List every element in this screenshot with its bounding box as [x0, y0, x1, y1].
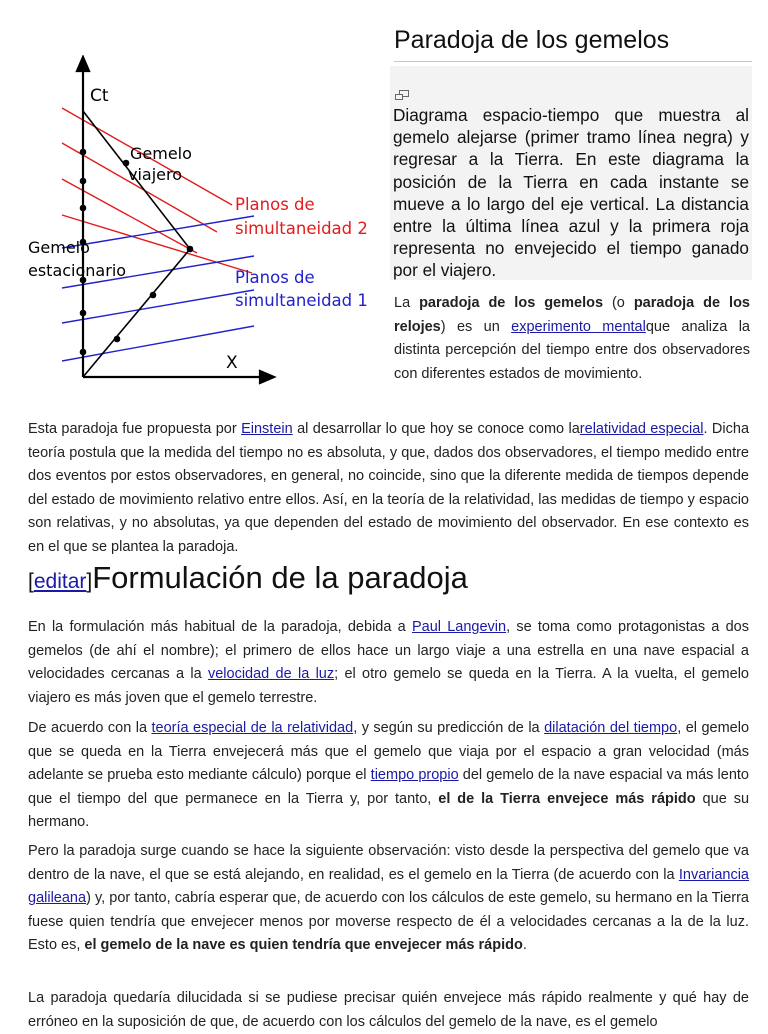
blue-line-3 [62, 290, 254, 323]
edit-section [28, 570, 92, 593]
text-run: del gemelo de la nave espacial va más lento que el tiempo del que permanece en la Tierra y, por tanto, [28, 767, 749, 807]
paragraph-paradoja [28, 840, 749, 958]
dot [187, 246, 194, 253]
edit-link[interactable]: editar [33, 570, 87, 593]
bracket-open: [ [28, 570, 34, 593]
ct-label: Ct [90, 86, 109, 106]
text-run: , y según su predicción de la [353, 720, 545, 736]
red-simultaneity-lines [62, 108, 252, 273]
paragraph-einstein [28, 418, 749, 560]
bracket-close: ] [86, 570, 93, 593]
text-run: La [394, 295, 420, 311]
link-einstein[interactable]: Einstein [241, 421, 293, 437]
dot [114, 336, 121, 343]
dot [80, 178, 87, 185]
text-run: Pero la paradoja surge cuando se hace la siguiente observación: visto desde la perspectiva del gemelo que va dentro de la nave, el que se está alejando, en realidad, es el gemelo en la Tierra (de acuerdo con la [28, 843, 749, 883]
red-planes-label-2: simultaneidad 2 [235, 219, 368, 238]
magnify-icon[interactable] [395, 90, 409, 103]
link-paul-langevin[interactable]: Paul Langevin [411, 619, 507, 635]
text-run: La paradoja quedaría dilucidada si se pudiese precisar quién envejece más rápido realmente y qué hay de erróneo en la suposición de que, de acuerdo con los cálculos del gemelo de la nave, es el gemelo [28, 990, 749, 1030]
text-run: ; el otro gemelo se queda en la Tierra. A la vuelta, el gemelo viajero es más joven que el gemelo terrestre. [28, 666, 749, 706]
link-experimento-mental[interactable]: experimento mental [511, 318, 646, 335]
bold-term-2: paradoja de los relojes [394, 295, 750, 335]
intro-paragraph [394, 292, 750, 386]
figure-caption: Diagrama espacio-tiempo que muestra al gemelo alejarse (primer tramo línea negra) y regresar a la Tierra. En este diagrama la posición de la Tierra en cada instante se mueve a lo largo del eje vertical. La distancia entre la última línea azul y la primera roja representa no envejecido el tiempo ganado por el viajero. [393, 105, 749, 281]
paragraph-dilucidada [28, 987, 749, 1034]
bold-statement: el de la Tierra envejece más rápido [438, 790, 696, 807]
traveler-label-1: Gemelo [130, 144, 192, 163]
text-run: , se toma como protagonistas a dos gemelos (de ahí el nombre); el primero de ellos hace un largo viaje a una estrella en una nave espacial a velocidades cercanas a la [28, 619, 749, 683]
figure-caption-box [390, 66, 752, 280]
figure-title: Paradoja de los gemelos [394, 26, 752, 62]
x-label: X [226, 353, 238, 373]
blue-line-1 [62, 216, 254, 248]
stationary-label-1: Gemelo [28, 238, 90, 257]
ct-axis-arrow [77, 57, 89, 71]
paragraph-langevin [28, 616, 749, 710]
text-run: . [522, 937, 527, 954]
x-axis-arrow [260, 371, 274, 383]
dot [80, 349, 87, 356]
text-run: Esta paradoja fue propuesta por [28, 421, 242, 437]
dot [150, 292, 157, 299]
section-heading [28, 560, 468, 596]
stationary-label-2: estacionario [28, 261, 127, 280]
text-run: ) es un [440, 318, 512, 335]
text-run: . Dicha teoría postula que la medida del tiempo no es absoluta, y que, dados dos observadores, el tiempo medido entre dos eventos por estos observadores, en general, no coincide, sino que la diferente medida de tiempos depende del estado de movimiento relativo entre ellos. Así, en la teoría de la relatividad, las medidas de tiempo y espacio son relativas, y no absolutas, ya que dependen del estado de movimiento del observador. En ese contexto es en el que se plantea la paradoja. [28, 421, 750, 555]
blue-planes-label-1: Planos de [235, 268, 315, 287]
traveler-label-2: viajero [128, 165, 183, 184]
link-velocidad-luz[interactable]: velocidad de la luz [207, 666, 335, 683]
text-run: que analiza la distinta percepción del tiempo entre dos observadores con diferentes estados de movimiento. [394, 318, 750, 382]
text-run: ) y, por tanto, cabría esperar que, de acuerdo con los cálculos de este gemelo, su hermano en la Tierra fuese quien tendría que envejecer menos por moverse respecto de él a velocidades cercanas a la de la luz. Esto es, [28, 890, 749, 954]
text-run: que su hermano. [28, 790, 750, 831]
red-planes-label-1: Planos de [235, 195, 315, 214]
section-title: Formulación de la paradoja [92, 560, 468, 595]
bold-statement: el gemelo de la nave es quien tendría que envejecer más rápido [84, 937, 523, 954]
dot [80, 205, 87, 212]
dot [80, 149, 87, 156]
link-invariancia-galileana[interactable]: Invariancia galileana [28, 866, 749, 907]
bold-term-1: paradoja de los gemelos [419, 295, 604, 311]
blue-planes-label-2: simultaneidad 1 [235, 291, 368, 310]
link-tiempo-propio[interactable]: tiempo propio [370, 767, 459, 784]
link-dilatacion-tiempo[interactable]: dilatación del tiempo [544, 720, 678, 736]
dot [80, 310, 87, 317]
text-run: (o [603, 295, 634, 311]
text-run: En la formulación más habitual de la paradoja, debida a [28, 619, 412, 635]
text-run: al desarrollar lo que hoy se conoce como la [292, 421, 580, 437]
text-run: De acuerdo con la [28, 720, 152, 736]
spacetime-diagram [22, 55, 388, 385]
link-relatividad-especial[interactable]: relatividad especial [579, 421, 704, 437]
link-teoria-especial[interactable]: teoría especial de la relatividad [151, 720, 354, 736]
paragraph-relatividad [28, 717, 749, 835]
text-run: , el gemelo que se queda en la Tierra envejecerá más que el gemelo que viaja por el espacio a gran velocidad (más adelante se prueba esto mediante cálculo) porque el [28, 720, 750, 784]
